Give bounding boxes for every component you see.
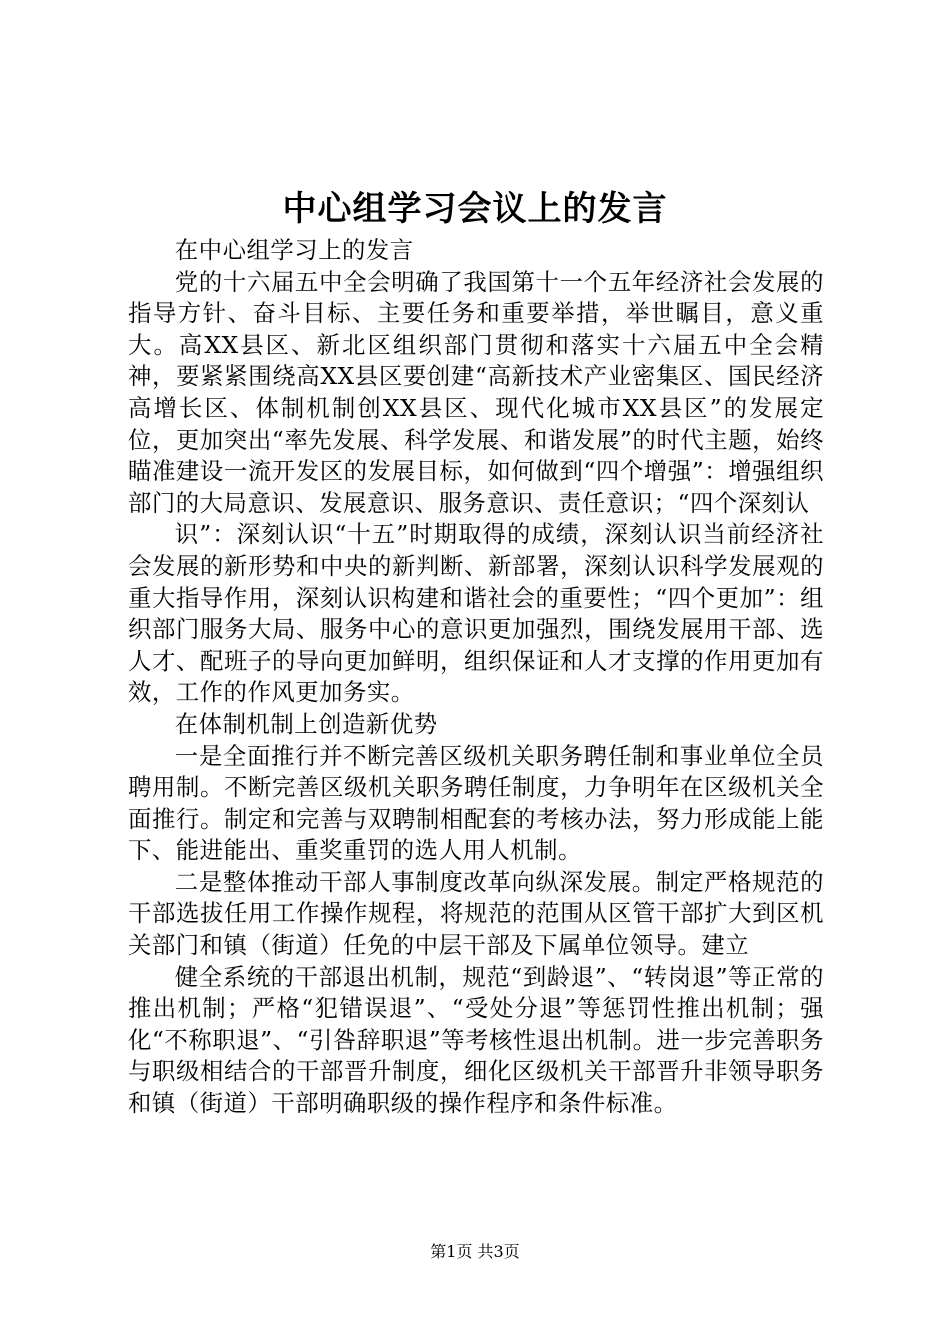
paragraph: 二是整体推动干部人事制度改革向纵深发展。制定严格规范的干部选拔任用工作操作规程，将规范的范围从区管干部扩大到区机关部门和镇（街道）任免的中层干部及下属单位领导。建立 <box>128 867 824 960</box>
paragraph: 党的十六届五中全会明确了我国第十一个五年经济社会发展的指导方针、奋斗目标、主要任务和重要举措，举世瞩目，意义重大。高XX县区、新北区组织部门贯彻和落实十六届五中全会精神，要紧紧围绕高XX县区要创建“高新技术产业密集区、国民经济高增长区、体制机制创XX县区、现代化城市XX县区”的发展定位，更加突出“率先发展、科学发展、和谐发展”的时代主题，始终瞄准建设一流开发区的发展目标，如何做到“四个增强”：增强组织部门的大局意识、发展意识、服务意识、责任意识；“四个深刻认 <box>128 267 824 517</box>
paragraph-heading: 在体制机制上创造新优势 <box>174 709 438 738</box>
paragraph: 一是全面推行并不断完善区级机关职务聘任制和事业单位全员聘用制。不断完善区级机关职务聘任制度，力争明年在区级机关全面推行。制定和完善与双聘制相配套的考核办法，努力形成能上能下、能进能出、重奖重罚的选人用人机制。 <box>128 741 824 865</box>
paragraph: 识”：深刻认识“十五”时期取得的成绩，深刻认识当前经济社会发展的新形势和中央的新判断、新部署，深刻认识科学发展观的重大指导作用，深刻认识构建和谐社会的重要性；“四个更加”：组织部门服务大局、服务中心的意识更加强烈，围绕发展用干部、选人才、配班子的导向更加鲜明，组织保证和人才支撑的作用更加有效，工作的作风更加务实。 <box>128 520 824 707</box>
document-title: 中心组学习会议上的发言 <box>282 189 668 229</box>
page-footer: 第1页 共3页 <box>430 1242 520 1261</box>
document-body <box>128 235 824 1120</box>
paragraph: 健全系统的干部退出机制，规范“到龄退”、“转岗退”等正常的推出机制；严格“犯错误退”、“受处分退”等惩罚性推出机制；强化“不称职退”、“引咎辞职退”等考核性退出机制。进一步完善职务与职级相结合的干部晋升制度，细化区级机关干部晋升非领导职务和镇（街道）干部明确职级的操作程序和条件标准。 <box>128 962 824 1118</box>
paragraph-subtitle: 在中心组学习上的发言 <box>174 236 414 264</box>
